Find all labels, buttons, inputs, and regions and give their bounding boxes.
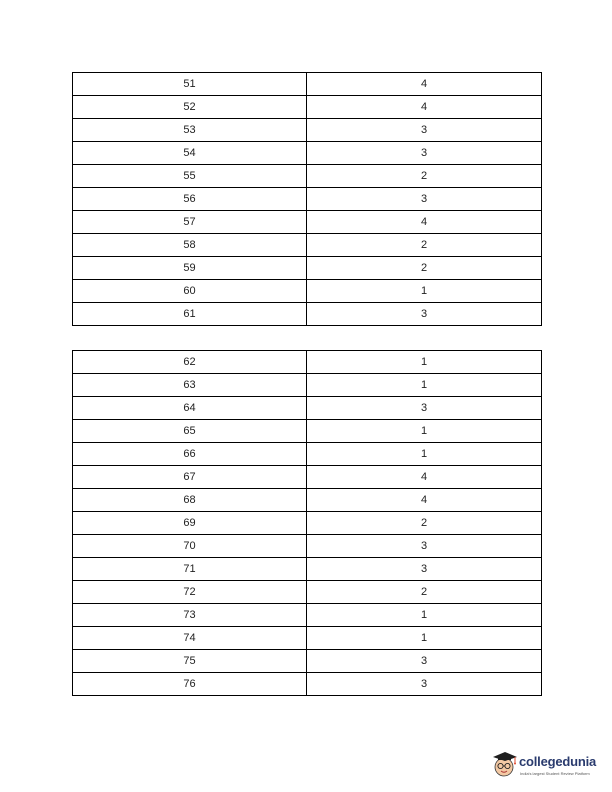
answer-cell: 3 <box>307 142 542 165</box>
answer-cell: 4 <box>307 466 542 489</box>
answer-cell: 1 <box>307 374 542 397</box>
question-number-cell: 74 <box>73 627 307 650</box>
table-row <box>73 397 542 420</box>
answer-cell: 3 <box>307 673 542 696</box>
question-number-cell: 63 <box>73 374 307 397</box>
question-number-cell: 65 <box>73 420 307 443</box>
answer-cell: 1 <box>307 420 542 443</box>
question-number-cell: 58 <box>73 234 307 257</box>
question-number-cell: 67 <box>73 466 307 489</box>
answer-cell: 1 <box>307 443 542 466</box>
table-body <box>73 73 542 326</box>
answer-cell: 3 <box>307 303 542 326</box>
table-row <box>73 512 542 535</box>
brand-tagline: India's largest Student Review Platform <box>520 771 590 776</box>
answer-cell: 1 <box>307 351 542 374</box>
table-row <box>73 443 542 466</box>
question-number-cell: 56 <box>73 188 307 211</box>
answer-cell: 2 <box>307 512 542 535</box>
question-number-cell: 57 <box>73 211 307 234</box>
question-number-cell: 54 <box>73 142 307 165</box>
table-row <box>73 188 542 211</box>
answer-cell: 2 <box>307 165 542 188</box>
question-number-cell: 59 <box>73 257 307 280</box>
question-number-cell: 75 <box>73 650 307 673</box>
question-number-cell: 64 <box>73 397 307 420</box>
table-row <box>73 165 542 188</box>
collegedunia-logo[interactable] <box>492 748 604 782</box>
answer-cell: 1 <box>307 280 542 303</box>
answer-cell: 2 <box>307 257 542 280</box>
brand-name: collegedunia <box>519 754 597 769</box>
answer-key-table-1 <box>72 72 542 326</box>
question-number-cell: 66 <box>73 443 307 466</box>
table-row <box>73 627 542 650</box>
question-number-cell: 52 <box>73 96 307 119</box>
table-row <box>73 96 542 119</box>
table-row <box>73 650 542 673</box>
table-row <box>73 303 542 326</box>
answer-cell: 4 <box>307 489 542 512</box>
answer-cell: 1 <box>307 604 542 627</box>
question-number-cell: 68 <box>73 489 307 512</box>
table-row <box>73 73 542 96</box>
answer-cell: 3 <box>307 650 542 673</box>
table-row <box>73 119 542 142</box>
table-body <box>73 351 542 696</box>
question-number-cell: 62 <box>73 351 307 374</box>
question-number-cell: 53 <box>73 119 307 142</box>
table-row <box>73 558 542 581</box>
table-row <box>73 489 542 512</box>
table-row <box>73 673 542 696</box>
table-row <box>73 234 542 257</box>
question-number-cell: 76 <box>73 673 307 696</box>
answer-cell: 4 <box>307 73 542 96</box>
answer-key-table-2 <box>72 350 542 696</box>
table-row <box>73 257 542 280</box>
question-number-cell: 61 <box>73 303 307 326</box>
answer-cell: 4 <box>307 96 542 119</box>
answer-cell: 2 <box>307 234 542 257</box>
question-number-cell: 70 <box>73 535 307 558</box>
table-row <box>73 280 542 303</box>
table-row <box>73 420 542 443</box>
question-number-cell: 72 <box>73 581 307 604</box>
question-number-cell: 55 <box>73 165 307 188</box>
question-number-cell: 69 <box>73 512 307 535</box>
answer-cell: 3 <box>307 558 542 581</box>
table-row <box>73 374 542 397</box>
question-number-cell: 51 <box>73 73 307 96</box>
table-row <box>73 142 542 165</box>
mascot-graduation-cap-icon <box>492 748 518 780</box>
answer-cell: 1 <box>307 627 542 650</box>
table-row <box>73 211 542 234</box>
answer-cell: 2 <box>307 581 542 604</box>
answer-cell: 3 <box>307 535 542 558</box>
answer-cell: 3 <box>307 119 542 142</box>
question-number-cell: 71 <box>73 558 307 581</box>
table-row <box>73 351 542 374</box>
answer-cell: 4 <box>307 211 542 234</box>
table-row <box>73 535 542 558</box>
table-row <box>73 466 542 489</box>
table-row <box>73 581 542 604</box>
answer-cell: 3 <box>307 188 542 211</box>
table-row <box>73 604 542 627</box>
question-number-cell: 73 <box>73 604 307 627</box>
question-number-cell: 60 <box>73 280 307 303</box>
answer-cell: 3 <box>307 397 542 420</box>
